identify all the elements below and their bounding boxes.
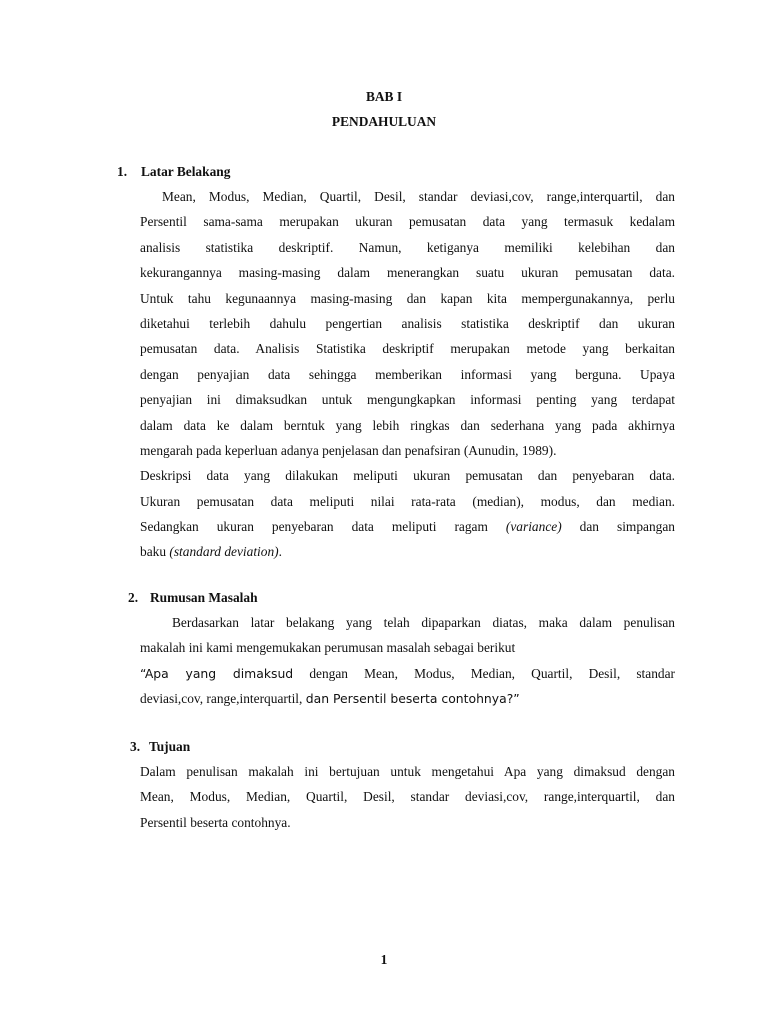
s1-line-3: analisis statistika deskriptif. Namun, ketiganya memiliki kelebihan dan	[140, 239, 675, 255]
s1-line-2: Persentil sama-sama merupakan ukuran pemusatan data yang termasuk kedalam	[140, 214, 675, 230]
page-number: 1	[380, 952, 388, 967]
s1-line-7: pemusatan data. Analisis Statistika deskriptif merupakan metode yang berkaitan	[140, 341, 675, 357]
section-1-number: 1.	[117, 164, 128, 179]
section-3-title	[130, 739, 190, 755]
s1-line-8: dengan penyajian data sehingga memberikan informasi yang berguna. Upaya	[140, 366, 675, 382]
section-3-body	[140, 759, 675, 835]
s1-line-15	[140, 539, 675, 564]
s2-quote-line-2	[140, 686, 675, 711]
s1-line-11: mengarah pada keperluan adanya penjelasan dan penafsiran (Aunudin, 1989).	[140, 442, 557, 458]
s1-line-14-text: Sedangkan ukuran penyebaran data meliputi ragam	[140, 519, 488, 535]
section-3-number: 3.	[130, 739, 141, 754]
quote-line-2-a: deviasi,cov, range,interquartil,	[140, 691, 303, 707]
section-1-title-text: Latar Belakang	[141, 164, 231, 179]
section-2-number: 2.	[128, 590, 139, 605]
term-variance: (variance)	[505, 519, 562, 535]
s2-quote-line-1	[140, 661, 675, 686]
s1-line-6: diketahui terlebih dahulu pengertian analisis statistika deskriptif dan ukuran	[140, 315, 675, 331]
quote-line-2-b: dan Persentil beserta contohnya?”	[305, 691, 520, 707]
s1-line-12: Deskripsi data yang dilakukan meliputi ukuran pemusatan dan penyebaran data.	[140, 468, 675, 484]
s1-line-1: Mean, Modus, Median, Quartil, Desil, standar deviasi,cov, range,interquartil, dan	[162, 189, 675, 204]
chapter-title: PENDAHULUAN	[331, 114, 437, 129]
s1-line-4: kekurangannya masing-masing dalam menerangkan suatu ukuran pemusatan data.	[140, 265, 675, 281]
quote-open: “Apa yang dimaksud	[140, 665, 294, 681]
s1-line-5: Untuk tahu kegunaannya masing-masing dan kapan kita mempergunakannya, perlu	[140, 290, 675, 306]
s1-line-13: Ukuran pemusatan data meliputi nilai rata-rata (median), modus, dan median.	[140, 493, 675, 509]
quote-line-1-rest: dengan Mean, Modus, Median, Quartil, Desil, standar	[309, 665, 675, 681]
s1-line-15-start: baku	[140, 544, 167, 560]
section-2-body	[140, 610, 675, 712]
s3-line-2: Mean, Modus, Median, Quartil, Desil, standar deviasi,cov, range,interquartil, dan	[140, 789, 675, 805]
section-3-title-text: Tujuan	[149, 739, 191, 754]
section-1-body	[140, 184, 675, 565]
chapter-label: BAB I	[365, 89, 403, 104]
s2-line-1: Berdasarkan latar belakang yang telah dipaparkan diatas, maka dalam penulisan	[172, 615, 675, 630]
section-2-title-text: Rumusan Masalah	[150, 590, 258, 605]
s3-line-1: Dalam penulisan makalah ini bertujuan untuk mengetahui Apa yang dimaksud dengan	[140, 764, 675, 779]
section-2-title	[128, 590, 258, 606]
s3-line-3: Persentil beserta contohnya.	[140, 814, 291, 830]
s1-line-9: penyajian ini dimaksudkan untuk mengungkapkan informasi penting yang terdapat	[140, 392, 675, 408]
term-standard-deviation: (standard deviation)	[169, 544, 279, 560]
s1-line-15-end: .	[278, 544, 282, 560]
s2-line-2: makalah ini kami mengemukakan perumusan masalah sebagai berikut	[140, 640, 516, 656]
s1-line-14	[140, 514, 675, 539]
s1-line-10: dalam data ke dalam berntuk yang lebih ringkas dan sederhana yang pada akhirnya	[140, 417, 675, 433]
s1-line-14-end: dan simpangan	[579, 519, 675, 535]
section-1-title	[117, 164, 230, 180]
